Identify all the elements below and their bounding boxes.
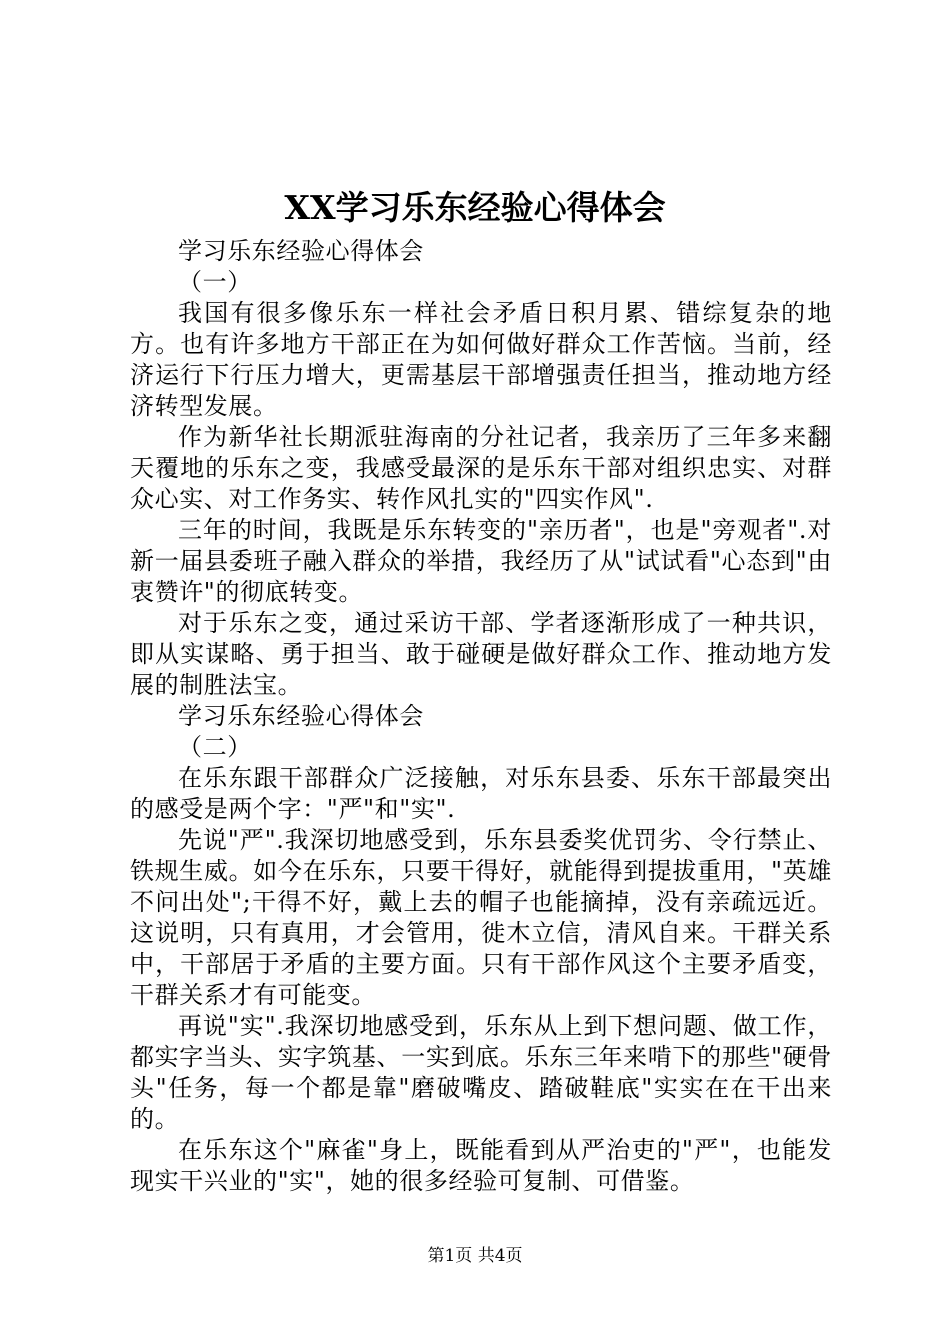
section-number: （二） [178, 733, 252, 761]
document-title: XX学习乐东经验心得体会 [284, 188, 666, 227]
paragraph: 再说"实".我深切地感受到，乐东从上到下想问题、做工作，都实字当头、实字筑基、一实到底。乐东三年来啃下的那些"硬骨头"任务，每一个都是靠"磨破嘴皮、踏破鞋底"实实在在干出来的。 [130, 1012, 832, 1133]
page-footer: 第1页 共4页 [427, 1246, 523, 1266]
section-heading: 学习乐东经验心得体会 [178, 702, 424, 730]
paragraph: 在乐东这个"麻雀"身上，既能看到从严治吏的"严"，也能发现实干兴业的"实"，她的很多经验可复制、可借鉴。 [130, 1136, 832, 1195]
section-heading: 学习乐东经验心得体会 [178, 237, 424, 265]
section-number: （一） [178, 268, 252, 296]
paragraph: 作为新华社长期派驻海南的分社记者，我亲历了三年多来翻天覆地的乐东之变，我感受最深的是乐东干部对组织忠实、对群众心实、对工作务实、转作风扎实的"四实作风". [130, 423, 832, 513]
paragraph: 对于乐东之变，通过采访干部、学者逐渐形成了一种共识，即从实谋略、勇于担当、敢于碰硬是做好群众工作、推动地方发展的制胜法宝。 [130, 609, 832, 699]
paragraph: 先说"严".我深切地感受到，乐东县委奖优罚劣、令行禁止、铁规生威。如今在乐东，只要干得好，就能得到提拔重用，"英雄不问出处";干得不好，戴上去的帽子也能摘掉，没有亲疏远近。这说明，只有真用，才会管用，徙木立信，清风自来。干群关系中，干部居于矛盾的主要方面。只有干部作风这个主要矛盾变，干群关系才有可能变。 [130, 826, 832, 1009]
document-body [130, 236, 832, 1197]
paragraph: 在乐东跟干部群众广泛接触，对乐东县委、乐东干部最突出的感受是两个字："严"和"实". [130, 764, 832, 823]
paragraph: 我国有很多像乐东一样社会矛盾日积月累、错综复杂的地方。也有许多地方干部正在为如何做好群众工作苦恼。当前，经济运行下行压力增大，更需基层干部增强责任担当，推动地方经济转型发展。 [130, 299, 832, 420]
paragraph: 三年的时间，我既是乐东转变的"亲历者"，也是"旁观者".对新一届县委班子融入群众的举措，我经历了从"试试看"心态到"由衷赞许"的彻底转变。 [130, 516, 832, 606]
